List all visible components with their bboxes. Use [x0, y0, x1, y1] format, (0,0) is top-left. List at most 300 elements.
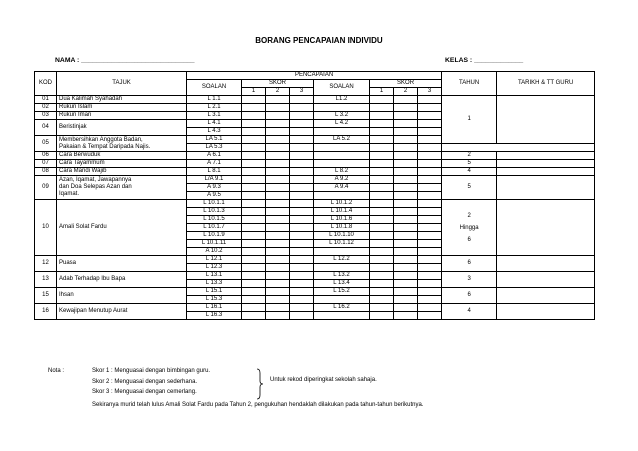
- score-box[interactable]: [418, 96, 442, 104]
- score-box[interactable]: [290, 120, 314, 128]
- score-box[interactable]: [266, 136, 290, 144]
- brace-icon: [256, 368, 264, 400]
- soalan-cell: L 12.1: [187, 256, 242, 264]
- soalan-cell: L 13.4: [314, 280, 370, 288]
- score-box[interactable]: [418, 128, 442, 136]
- kod-cell: 09: [35, 176, 57, 200]
- header-skor-b: SKOR: [370, 80, 442, 88]
- tajuk-cell: [57, 176, 187, 200]
- score-box[interactable]: [394, 200, 418, 208]
- score-box[interactable]: [242, 120, 266, 128]
- tajuk-cell: Cara Mandi Wajib: [57, 168, 187, 176]
- kod-cell: 01: [35, 96, 57, 104]
- score-box[interactable]: [394, 264, 418, 272]
- tajuk-cell: Amali Solat Fardu: [57, 200, 187, 256]
- soalan-cell: L 10.1.6: [314, 216, 370, 224]
- score-box[interactable]: [418, 312, 442, 320]
- score-box[interactable]: [290, 296, 314, 304]
- header-skor-a: SKOR: [242, 80, 314, 88]
- score-box[interactable]: [370, 112, 394, 120]
- score-box[interactable]: [290, 104, 314, 112]
- score-box[interactable]: [370, 240, 394, 248]
- header-kod: KOD: [35, 72, 57, 96]
- tahun-cell: 4: [442, 304, 497, 320]
- score-box[interactable]: [290, 176, 314, 184]
- tarikh-cell[interactable]: [497, 256, 595, 272]
- score-box[interactable]: [242, 184, 266, 192]
- nota-skor-3: Skor 3 : Menguasai dengan cemerlang.: [92, 389, 197, 395]
- score-box[interactable]: [394, 208, 418, 216]
- skor-a-2: 2: [266, 88, 290, 96]
- score-box[interactable]: [290, 248, 314, 256]
- score-box[interactable]: [418, 280, 442, 288]
- score-box[interactable]: [290, 312, 314, 320]
- score-box[interactable]: [290, 288, 314, 296]
- score-box[interactable]: [242, 160, 266, 168]
- score-box[interactable]: [290, 200, 314, 208]
- score-box[interactable]: [290, 216, 314, 224]
- score-box[interactable]: [394, 160, 418, 168]
- score-box[interactable]: [290, 304, 314, 312]
- soalan-cell: A 9.4: [314, 184, 370, 192]
- tajuk-cell: Dua Kalimah Syahadah: [57, 96, 187, 104]
- score-box[interactable]: [370, 136, 394, 144]
- score-box[interactable]: [242, 144, 266, 152]
- kod-cell: 06: [35, 152, 57, 160]
- score-box[interactable]: [418, 160, 442, 168]
- score-box[interactable]: [266, 192, 290, 200]
- score-box[interactable]: [242, 264, 266, 272]
- table-row: [35, 152, 595, 160]
- score-box[interactable]: [370, 168, 394, 176]
- score-box[interactable]: [266, 208, 290, 216]
- soalan-cell: L 8.2: [314, 168, 370, 176]
- score-box[interactable]: [394, 128, 418, 136]
- score-box[interactable]: [370, 232, 394, 240]
- score-box[interactable]: [370, 256, 394, 264]
- score-box[interactable]: [290, 232, 314, 240]
- score-box[interactable]: [242, 104, 266, 112]
- header-soalan-b: SOALAN: [314, 80, 370, 96]
- score-box[interactable]: [266, 256, 290, 264]
- soalan-cell: L 10.1.5: [187, 216, 242, 224]
- score-box[interactable]: [266, 288, 290, 296]
- score-box[interactable]: [418, 176, 442, 184]
- score-box[interactable]: [394, 152, 418, 160]
- score-box[interactable]: [290, 224, 314, 232]
- score-box[interactable]: [370, 208, 394, 216]
- score-box[interactable]: [266, 176, 290, 184]
- score-box[interactable]: [418, 192, 442, 200]
- tarikh-cell[interactable]: [497, 200, 595, 256]
- tajuk-line: Iqamat.: [59, 191, 80, 197]
- soalan-cell: A 9.5: [187, 192, 242, 200]
- soalan-cell: L 2.1: [187, 104, 242, 112]
- score-box[interactable]: [394, 176, 418, 184]
- tahun-to: 6: [467, 236, 471, 243]
- score-box[interactable]: [266, 232, 290, 240]
- score-box[interactable]: [418, 104, 442, 112]
- soalan-cell: L 15.2: [314, 288, 370, 296]
- soalan-cell: L 13.2: [314, 272, 370, 280]
- tajuk-cell: Ihsan: [57, 288, 187, 304]
- score-box[interactable]: [370, 248, 394, 256]
- score-box[interactable]: [266, 224, 290, 232]
- table-row: [35, 200, 595, 208]
- soalan-cell: L 15.1: [187, 288, 242, 296]
- score-box[interactable]: [418, 136, 442, 144]
- table-row: [35, 288, 595, 296]
- score-box[interactable]: [242, 208, 266, 216]
- score-box[interactable]: [242, 168, 266, 176]
- soalan-cell: L 15.3: [187, 296, 242, 304]
- skor-b-3: 3: [418, 88, 442, 96]
- score-box[interactable]: [266, 112, 290, 120]
- score-box[interactable]: [418, 304, 442, 312]
- score-box[interactable]: [370, 304, 394, 312]
- tarikh-cell[interactable]: [497, 272, 595, 288]
- score-box[interactable]: [394, 296, 418, 304]
- table-row: [35, 176, 595, 184]
- soalan-cell: A 6.1: [187, 152, 242, 160]
- soalan-cell: [314, 160, 370, 168]
- score-box[interactable]: [370, 104, 394, 112]
- score-box[interactable]: [242, 248, 266, 256]
- tarikh-cell[interactable]: [497, 304, 595, 320]
- nota-skor-2: Skor 2 : Menguasai dengan sederhana.: [92, 378, 198, 385]
- tajuk-line: Azan, Iqamat, Jawapannya: [59, 177, 132, 183]
- score-box[interactable]: [290, 208, 314, 216]
- score-box[interactable]: [394, 312, 418, 320]
- tahun-cell: 1: [442, 96, 497, 144]
- score-box[interactable]: [394, 104, 418, 112]
- score-box[interactable]: [242, 272, 266, 280]
- score-box[interactable]: [266, 280, 290, 288]
- soalan-cell: [314, 192, 370, 200]
- soalan-cell: L 10.1.7: [187, 224, 242, 232]
- score-box[interactable]: [266, 264, 290, 272]
- rekod-note: Untuk rekod diperingkat sekolah sahaja.: [270, 377, 377, 383]
- soalan-cell: [314, 312, 370, 320]
- score-box[interactable]: [370, 272, 394, 280]
- score-box[interactable]: [370, 312, 394, 320]
- score-box[interactable]: [394, 280, 418, 288]
- score-box[interactable]: [394, 184, 418, 192]
- score-box[interactable]: [370, 144, 394, 152]
- score-box[interactable]: [370, 192, 394, 200]
- score-box[interactable]: [266, 184, 290, 192]
- score-box[interactable]: [370, 184, 394, 192]
- tarikh-cell[interactable]: [497, 152, 595, 160]
- soalan-cell: L 4.2: [314, 120, 370, 128]
- tarikh-cell[interactable]: [497, 160, 595, 168]
- score-box[interactable]: [266, 144, 290, 152]
- score-box[interactable]: [290, 264, 314, 272]
- header-tahun: TAHUN: [442, 72, 497, 96]
- soalan-cell: A 10.2: [187, 248, 242, 256]
- tahun-cell: 6: [442, 288, 497, 304]
- kod-cell: 12: [35, 256, 57, 272]
- tahun-cell: [442, 200, 497, 256]
- score-box[interactable]: [266, 96, 290, 104]
- score-box[interactable]: [370, 152, 394, 160]
- soalan-cell: [314, 128, 370, 136]
- score-box[interactable]: [394, 144, 418, 152]
- soalan-cell: [314, 152, 370, 160]
- score-box[interactable]: [394, 288, 418, 296]
- tahun-cell: 2: [442, 152, 497, 160]
- kod-cell: 15: [35, 288, 57, 304]
- soalan-cell: L 10.1.12: [314, 240, 370, 248]
- tajuk-line: Membersihkan Anggota Badan,: [59, 136, 143, 143]
- tahun-cell: 3: [442, 272, 497, 288]
- kod-cell: 03: [35, 112, 57, 120]
- score-box[interactable]: [394, 272, 418, 280]
- achievement-table: [34, 71, 595, 320]
- kod-cell: 07: [35, 160, 57, 168]
- score-box[interactable]: [242, 176, 266, 184]
- score-box[interactable]: [242, 232, 266, 240]
- score-box[interactable]: [242, 296, 266, 304]
- score-box[interactable]: [370, 288, 394, 296]
- score-box[interactable]: [370, 200, 394, 208]
- tajuk-cell: Cara Berwuduk: [57, 152, 187, 160]
- score-box[interactable]: [242, 128, 266, 136]
- score-box[interactable]: [266, 240, 290, 248]
- soalan-cell: L 13.1: [187, 272, 242, 280]
- score-box[interactable]: [394, 304, 418, 312]
- tahun-hingga: Hingga: [459, 224, 479, 231]
- soalan-cell: L 3.2: [314, 112, 370, 120]
- score-box[interactable]: [242, 96, 266, 104]
- score-box[interactable]: [242, 112, 266, 120]
- table-row: [35, 168, 595, 176]
- tajuk-cell: [57, 136, 187, 152]
- score-box[interactable]: [290, 112, 314, 120]
- soalan-cell: L 10.1.1: [187, 200, 242, 208]
- tahun-cell: 5: [442, 176, 497, 200]
- soalan-cell: A 9.2: [314, 176, 370, 184]
- score-box[interactable]: [418, 232, 442, 240]
- score-box[interactable]: [266, 216, 290, 224]
- kod-cell: 04: [35, 120, 57, 136]
- tajuk-cell: Puasa: [57, 256, 187, 272]
- tahun-cell: 6: [442, 256, 497, 272]
- score-box[interactable]: [418, 272, 442, 280]
- tahun-from: 2: [467, 212, 471, 219]
- score-box[interactable]: [418, 288, 442, 296]
- header-pencapaian: PENCAPAIAN: [187, 72, 442, 80]
- tarikh-cell[interactable]: [497, 168, 595, 176]
- score-box[interactable]: [418, 152, 442, 160]
- kod-cell: 16: [35, 304, 57, 320]
- kod-cell: 08: [35, 168, 57, 176]
- score-box[interactable]: [266, 160, 290, 168]
- tajuk-cell: Rukun Iman: [57, 112, 187, 120]
- score-box[interactable]: [242, 256, 266, 264]
- score-box[interactable]: [242, 200, 266, 208]
- score-box[interactable]: [370, 96, 394, 104]
- tahun-cell: 4: [442, 168, 497, 176]
- score-box[interactable]: [242, 288, 266, 296]
- score-box[interactable]: [418, 120, 442, 128]
- score-box[interactable]: [418, 168, 442, 176]
- kod-cell: 13: [35, 272, 57, 288]
- soalan-cell: L 10.1.11: [187, 240, 242, 248]
- score-box[interactable]: [418, 224, 442, 232]
- soalan-cell: L 8.1: [187, 168, 242, 176]
- soalan-cell: L 3.1: [187, 112, 242, 120]
- soalan-cell: [314, 144, 370, 152]
- score-box[interactable]: [394, 240, 418, 248]
- tajuk-cell: Beristinjak: [57, 120, 187, 136]
- score-box[interactable]: [242, 136, 266, 144]
- score-box[interactable]: [418, 144, 442, 152]
- score-box[interactable]: [394, 112, 418, 120]
- score-box[interactable]: [370, 128, 394, 136]
- soalan-cell: LA 5.3: [187, 144, 242, 152]
- score-box[interactable]: [394, 216, 418, 224]
- score-box[interactable]: [394, 224, 418, 232]
- soalan-cell: L 12.3: [187, 264, 242, 272]
- soalan-cell: A 9.3: [187, 184, 242, 192]
- score-box[interactable]: [290, 192, 314, 200]
- soalan-cell: L 12.2: [314, 256, 370, 264]
- score-box[interactable]: [266, 128, 290, 136]
- score-box[interactable]: [266, 168, 290, 176]
- nota-skor-1: Skor 1 : Menguasai dengan bimbingan guru.: [92, 368, 211, 374]
- score-box[interactable]: [370, 120, 394, 128]
- score-box[interactable]: [418, 112, 442, 120]
- score-box[interactable]: [394, 232, 418, 240]
- score-box[interactable]: [418, 248, 442, 256]
- skor-a-3: 3: [290, 88, 314, 96]
- score-box[interactable]: [242, 224, 266, 232]
- score-box[interactable]: [266, 104, 290, 112]
- soalan-cell: L 16.2: [314, 304, 370, 312]
- score-box[interactable]: [266, 200, 290, 208]
- tarikh-cell[interactable]: [497, 288, 595, 304]
- score-box[interactable]: [266, 120, 290, 128]
- soalan-cell: L 10.1.9: [187, 232, 242, 240]
- score-box[interactable]: [394, 256, 418, 264]
- tajuk-cell: Kewajipan Menutup Aurat: [57, 304, 187, 320]
- score-box[interactable]: [290, 96, 314, 104]
- header-row: [35, 72, 595, 80]
- soalan-cell: L 13.3: [187, 280, 242, 288]
- tajuk-cell: Cara Tayammum: [57, 160, 187, 168]
- soalan-cell: [314, 264, 370, 272]
- nama-field[interactable]: NAMA : ______________________________: [55, 57, 195, 64]
- page-title: BORANG PENCAPAIAN INDIVIDU: [255, 36, 383, 45]
- score-box[interactable]: [290, 144, 314, 152]
- score-box[interactable]: [394, 136, 418, 144]
- score-box[interactable]: [370, 160, 394, 168]
- score-box[interactable]: [290, 152, 314, 160]
- score-box[interactable]: [394, 168, 418, 176]
- score-box[interactable]: [370, 296, 394, 304]
- score-box[interactable]: [394, 192, 418, 200]
- score-box[interactable]: [242, 312, 266, 320]
- soalan-cell: A 7.1: [187, 160, 242, 168]
- score-box[interactable]: [370, 264, 394, 272]
- soalan-cell: L1.2: [314, 96, 370, 104]
- tahun-cell: 5: [442, 160, 497, 168]
- score-box[interactable]: [418, 256, 442, 264]
- score-box[interactable]: [370, 176, 394, 184]
- soalan-cell: L 1.1: [187, 96, 242, 104]
- score-box[interactable]: [242, 216, 266, 224]
- score-box[interactable]: [266, 152, 290, 160]
- tarikh-cell[interactable]: [497, 176, 595, 200]
- score-box[interactable]: [418, 264, 442, 272]
- score-box[interactable]: [418, 208, 442, 216]
- soalan-cell: L 10.1.2: [314, 200, 370, 208]
- soalan-cell: L 10.1.8: [314, 224, 370, 232]
- header-soalan-a: SOALAN: [187, 80, 242, 96]
- score-box[interactable]: [370, 280, 394, 288]
- tarikh-cell[interactable]: [497, 96, 595, 144]
- score-box[interactable]: [266, 272, 290, 280]
- score-box[interactable]: [370, 224, 394, 232]
- tajuk-cell: Rukun Islam: [57, 104, 187, 112]
- tajuk-cell: Adab Terhadap Ibu Bapa: [57, 272, 187, 288]
- score-box[interactable]: [418, 216, 442, 224]
- score-box[interactable]: [290, 184, 314, 192]
- soalan-cell: L 10.1.3: [187, 208, 242, 216]
- score-box[interactable]: [394, 96, 418, 104]
- soalan-cell: [314, 248, 370, 256]
- soalan-cell: [314, 296, 370, 304]
- table-row: [35, 304, 595, 312]
- kelas-field[interactable]: KELAS : _____________: [445, 57, 524, 64]
- score-box[interactable]: [266, 312, 290, 320]
- score-box[interactable]: [290, 240, 314, 248]
- score-box[interactable]: [242, 304, 266, 312]
- skor-b-1: 1: [370, 88, 394, 96]
- score-box[interactable]: [418, 184, 442, 192]
- score-box[interactable]: [418, 296, 442, 304]
- kod-cell: 10: [35, 200, 57, 256]
- score-box[interactable]: [266, 304, 290, 312]
- score-box[interactable]: [290, 280, 314, 288]
- score-box[interactable]: [242, 192, 266, 200]
- score-box[interactable]: [418, 240, 442, 248]
- soalan-cell: L 10.1.4: [314, 208, 370, 216]
- score-box[interactable]: [242, 240, 266, 248]
- soalan-cell: L 10.1.10: [314, 232, 370, 240]
- nota-skor-list: [92, 366, 210, 398]
- score-box[interactable]: [290, 160, 314, 168]
- score-box[interactable]: [290, 272, 314, 280]
- score-box[interactable]: [418, 200, 442, 208]
- score-box[interactable]: [290, 168, 314, 176]
- soalan-cell: L 4.3: [187, 128, 242, 136]
- score-box[interactable]: [266, 296, 290, 304]
- score-box[interactable]: [394, 248, 418, 256]
- kod-cell: 05: [35, 136, 57, 152]
- score-box[interactable]: [290, 128, 314, 136]
- score-box[interactable]: [290, 136, 314, 144]
- score-box[interactable]: [242, 280, 266, 288]
- score-box[interactable]: [394, 120, 418, 128]
- header-tajuk: TAJUK: [57, 72, 187, 96]
- soalan-cell: L 16.1: [187, 304, 242, 312]
- score-box[interactable]: [290, 256, 314, 264]
- score-box[interactable]: [370, 216, 394, 224]
- score-box[interactable]: [266, 248, 290, 256]
- score-box[interactable]: [242, 152, 266, 160]
